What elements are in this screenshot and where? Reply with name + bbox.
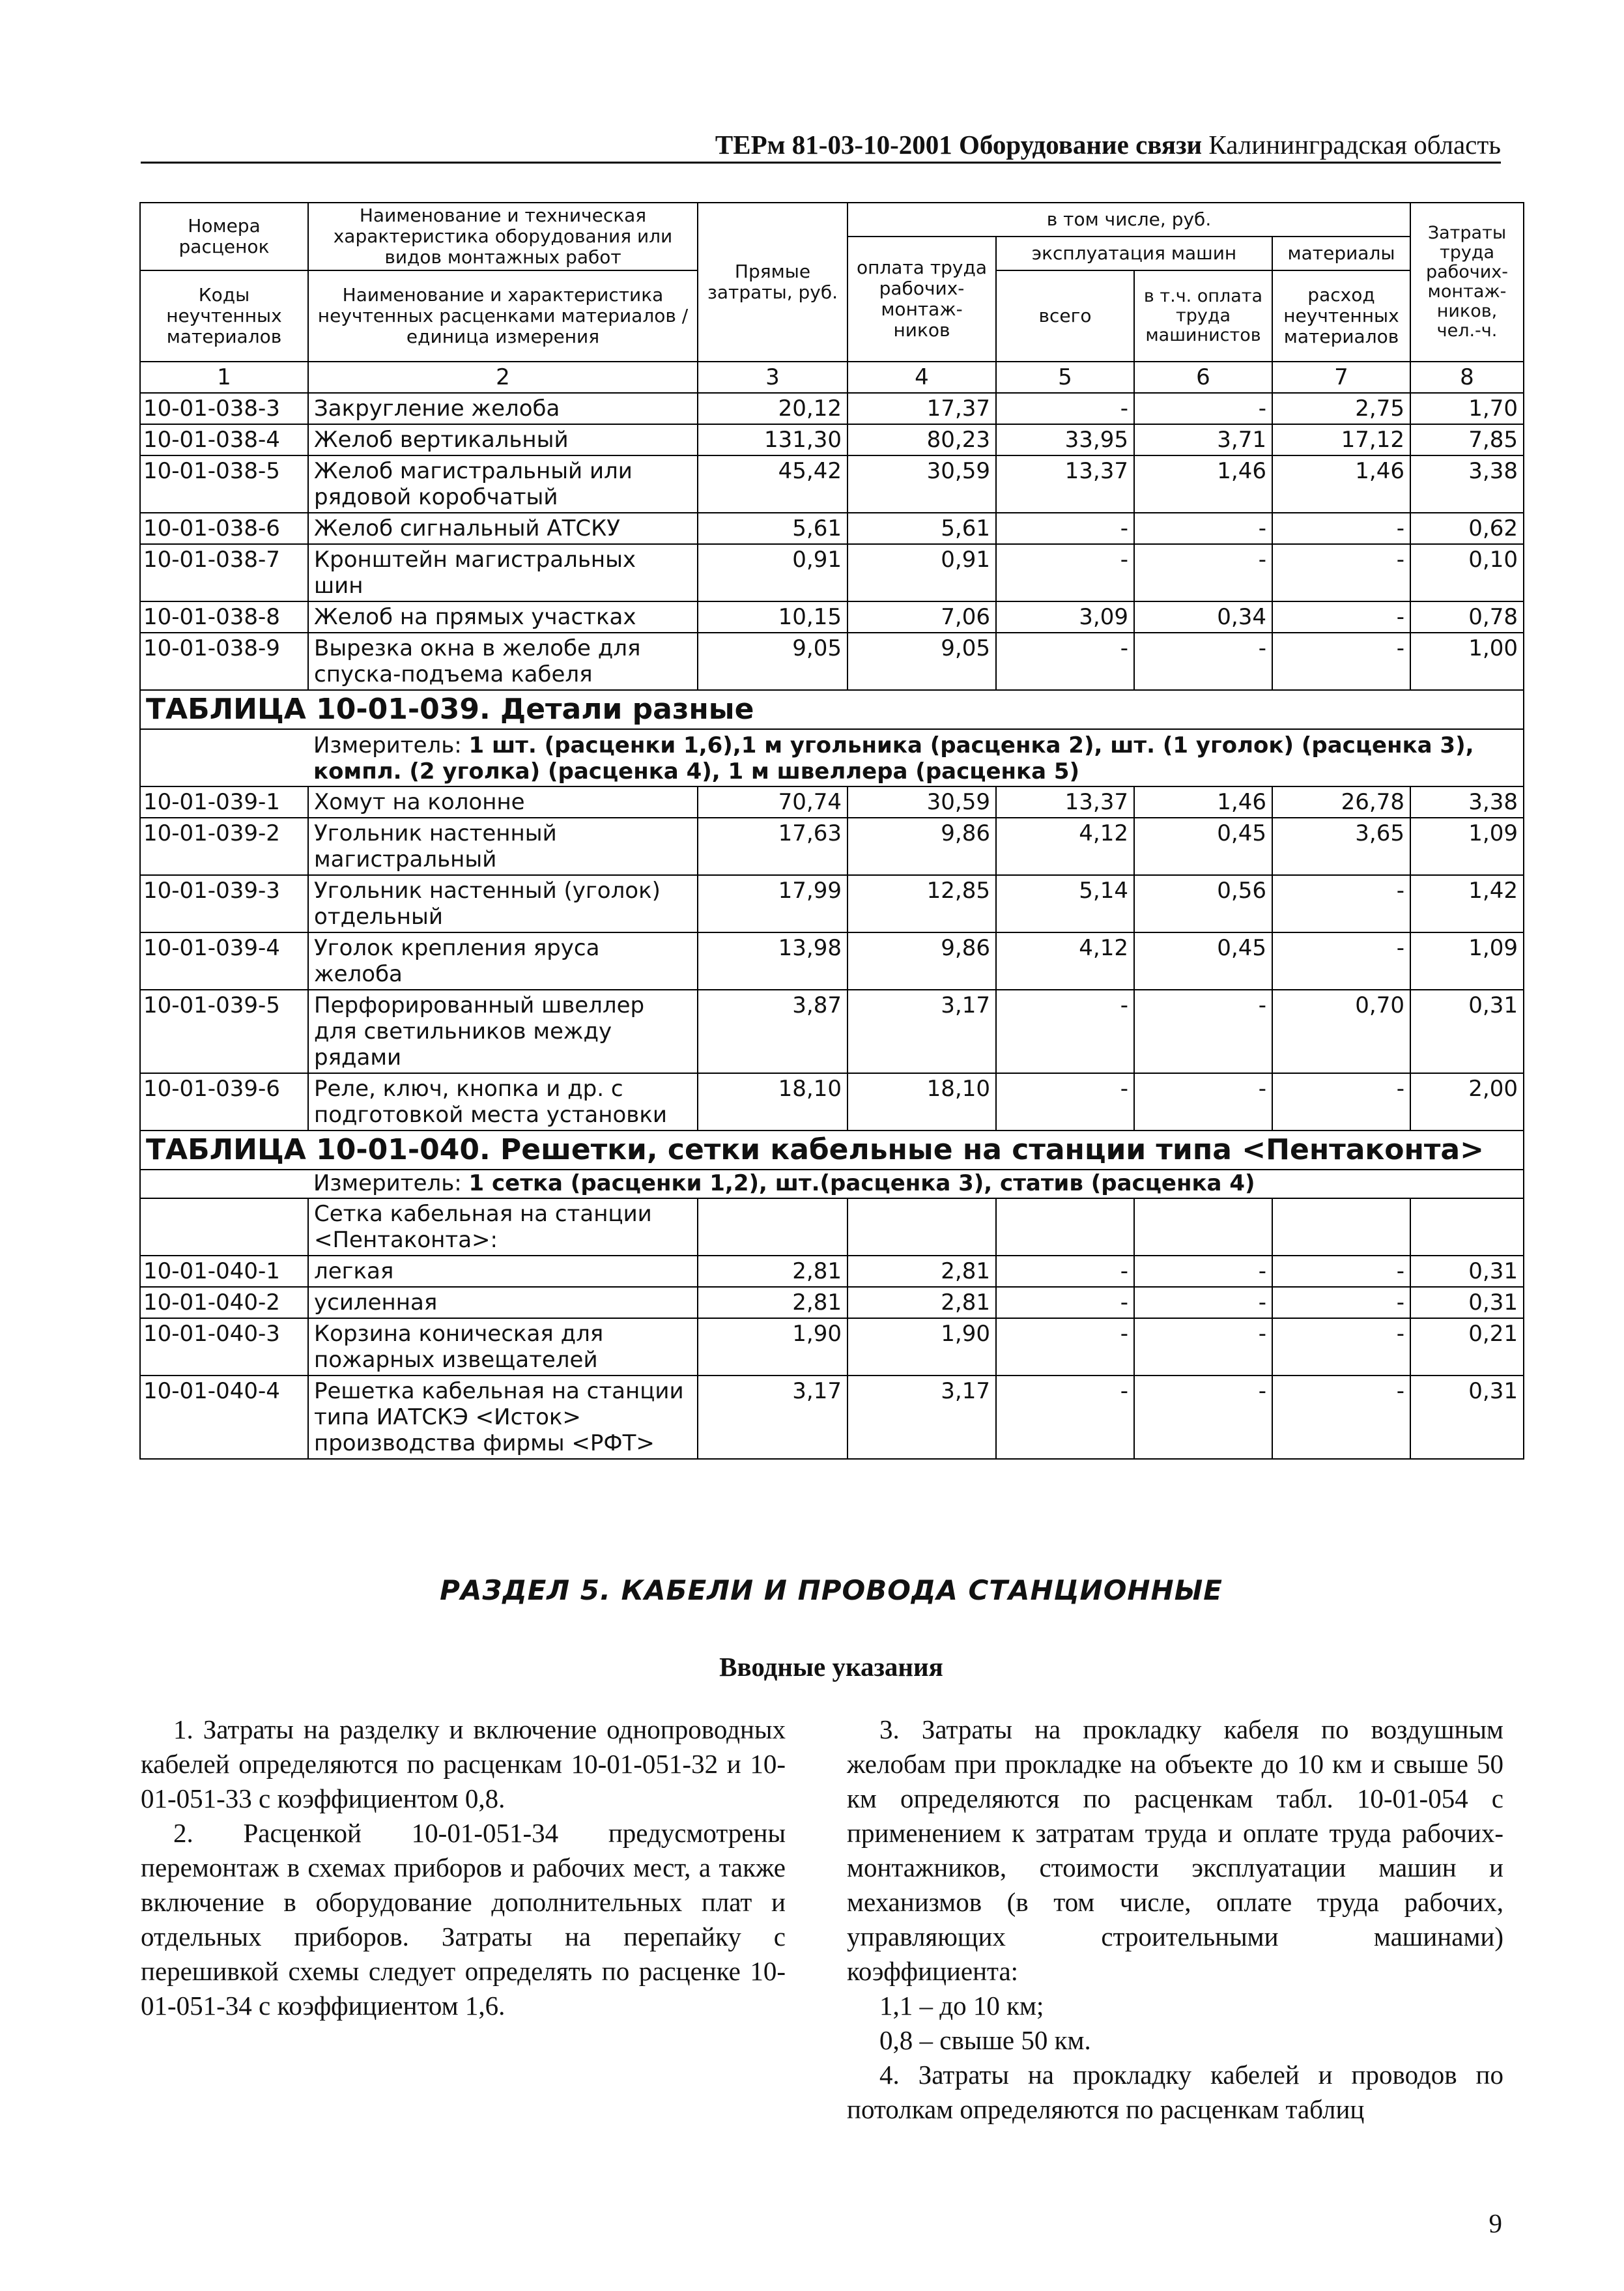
- col-number: 4: [848, 362, 996, 393]
- rate-name: Угольник настенный (уголок) отдельный: [308, 875, 698, 932]
- col-number: 2: [308, 362, 698, 393]
- labor-hours: 0,31: [1410, 1287, 1524, 1318]
- direct-costs: 18,10: [698, 1073, 848, 1131]
- rate-code: 10-01-039-1: [140, 786, 308, 818]
- table-038-body: [140, 393, 1524, 690]
- machines-total: 13,37: [996, 786, 1134, 818]
- materials-cost: -: [1272, 1256, 1410, 1287]
- direct-costs: 131,30: [698, 424, 848, 455]
- table-040-measure: [147, 1170, 1517, 1196]
- machines-total: -: [996, 1287, 1134, 1318]
- table-040-heading: [140, 1131, 1524, 1256]
- machines-total: -: [996, 1073, 1134, 1131]
- empty-cell: [1134, 1198, 1272, 1256]
- page-number: 9: [1489, 2208, 1502, 2238]
- machinist-pay: -: [1134, 1073, 1272, 1131]
- rate-name: Решетка кабельная на станции типа ИАТСКЭ <Исток> производства фирмы <РФТ>: [308, 1376, 698, 1459]
- materials-cost: -: [1272, 1376, 1410, 1459]
- labor-hours: 0,78: [1410, 601, 1524, 633]
- table-row: [140, 424, 1524, 455]
- rate-code: 10-01-038-4: [140, 424, 308, 455]
- rate-code: 10-01-040-3: [140, 1318, 308, 1376]
- rate-name: Уголок крепления яруса желоба: [308, 932, 698, 990]
- intro-title: Вводные указания: [719, 1652, 943, 1682]
- table-039-heading: [140, 690, 1524, 786]
- labor-pay: 30,59: [848, 455, 996, 513]
- materials-cost: -: [1272, 544, 1410, 601]
- machines-total: 5,14: [996, 875, 1134, 932]
- header-material-codes: Коды неучтенных материалов: [140, 270, 308, 362]
- machinist-pay: -: [1134, 633, 1272, 690]
- table-row: [140, 1318, 1524, 1376]
- machinist-pay: 1,46: [1134, 455, 1272, 513]
- text-column-left: [141, 1712, 786, 2023]
- table-039-measure: [147, 732, 1517, 785]
- rate-code: 10-01-040-2: [140, 1287, 308, 1318]
- paragraph-2: 2. Расценкой 10-01-051-34 предусмотрены перемонтаж в схемах приборов и рабочих мест, а также включение в оборудование дополнительных плат и отдельных приборов. Затраты на перепайку с перешивкой схемы следует определять по расценке 10-01-051-34 с коэффициентом 1,6.: [141, 1818, 786, 2021]
- col-number: 3: [698, 362, 848, 393]
- machinist-pay: 0,56: [1134, 875, 1272, 932]
- table-row: [140, 1376, 1524, 1459]
- rates-table: [139, 202, 1524, 1460]
- table-row: [140, 1073, 1524, 1131]
- machinist-pay: 0,45: [1134, 818, 1272, 875]
- rate-code: 10-01-038-8: [140, 601, 308, 633]
- materials-cost: 1,46: [1272, 455, 1410, 513]
- table-row: [140, 633, 1524, 690]
- machines-total: 33,95: [996, 424, 1134, 455]
- text-column-right: [847, 1712, 1503, 2127]
- table-row: [140, 1256, 1524, 1287]
- col-number: 8: [1410, 362, 1524, 393]
- paragraph-3: 3. Затраты на прокладку кабеля по воздушным желобам при прокладке на объекте до 10 км и свыше 50 км определяются по расценкам табл. 10-01-054 с применением к затратам труда и оплате труда рабочих-монтажников, стоимости эксплуатации машин и механизмов (в том числе, оплате труда рабочих, управляющих строительными машинами) коэффициента:: [847, 1714, 1503, 1986]
- direct-costs: 13,98: [698, 932, 848, 990]
- materials-cost: 17,12: [1272, 424, 1410, 455]
- rate-name: Желоб вертикальный: [308, 424, 698, 455]
- table-039-body: [140, 786, 1524, 1131]
- rate-code: 10-01-039-3: [140, 875, 308, 932]
- col-number: 1: [140, 362, 308, 393]
- labor-hours: 3,38: [1410, 786, 1524, 818]
- header-including: в том числе, руб.: [848, 203, 1410, 237]
- measure-label: Измеритель:: [313, 732, 462, 758]
- materials-cost: 0,70: [1272, 990, 1410, 1073]
- empty-cell: [698, 1198, 848, 1256]
- direct-costs: 2,81: [698, 1287, 848, 1318]
- paragraph-3b: 0,8 – свыше 50 км.: [879, 2025, 1091, 2055]
- table-039-title: ТАБЛИЦА 10-01-039. Детали разные: [140, 690, 1524, 729]
- machinist-pay: -: [1134, 990, 1272, 1073]
- rate-name: усиленная: [308, 1287, 698, 1318]
- doc-code: ТЕРм 81-03-10-2001: [715, 130, 952, 160]
- running-header: [141, 129, 1501, 164]
- labor-hours: 0,62: [1410, 513, 1524, 544]
- paragraph-1: 1. Затраты на разделку и включение однопроводных кабелей определяются по расценкам 10-01-051-32 и 10-01-051-33 с коэффициентом 0,8.: [141, 1714, 786, 1813]
- header-materials-usage: расход неучтенных материалов: [1272, 270, 1410, 362]
- machines-total: -: [996, 990, 1134, 1073]
- direct-costs: 10,15: [698, 601, 848, 633]
- labor-hours: 7,85: [1410, 424, 1524, 455]
- rate-name: Угольник настенный магистральный: [308, 818, 698, 875]
- rate-code: 10-01-038-6: [140, 513, 308, 544]
- rate-code: 10-01-040-1: [140, 1256, 308, 1287]
- machines-total: 4,12: [996, 818, 1134, 875]
- header-machines: эксплуатация машин: [996, 237, 1272, 270]
- labor-hours: 0,31: [1410, 1376, 1524, 1459]
- empty-cell: [848, 1198, 996, 1256]
- materials-cost: -: [1272, 513, 1410, 544]
- rate-name: Вырезка окна в желобе для спуска-подъема кабеля: [308, 633, 698, 690]
- direct-costs: 1,90: [698, 1318, 848, 1376]
- rate-code: 10-01-039-5: [140, 990, 308, 1073]
- direct-costs: 2,81: [698, 1256, 848, 1287]
- labor-hours: 1,42: [1410, 875, 1524, 932]
- col-number: 6: [1134, 362, 1272, 393]
- table-row: [140, 875, 1524, 932]
- machines-total: 3,09: [996, 601, 1134, 633]
- rate-code: 10-01-038-5: [140, 455, 308, 513]
- labor-hours: 0,21: [1410, 1318, 1524, 1376]
- col-number: 5: [996, 362, 1134, 393]
- machinist-pay: -: [1134, 544, 1272, 601]
- table-row: [140, 513, 1524, 544]
- materials-cost: -: [1272, 932, 1410, 990]
- table-row: [140, 544, 1524, 601]
- region: Калининградская область: [1208, 130, 1501, 160]
- rate-name: Закругление желоба: [308, 393, 698, 424]
- rate-code: 10-01-040-4: [140, 1376, 308, 1459]
- rate-code: 10-01-038-7: [140, 544, 308, 601]
- header-labor-costs: Затраты труда рабочих-монтаж-ников, чел.-ч.: [1410, 203, 1524, 362]
- labor-hours: 3,38: [1410, 455, 1524, 513]
- labor-pay: 5,61: [848, 513, 996, 544]
- measure-text: 1 сетка (расценки 1,2), шт.(расценка 3), статив (расценка 4): [468, 1170, 1255, 1196]
- labor-pay: 3,17: [848, 990, 996, 1073]
- direct-costs: 70,74: [698, 786, 848, 818]
- materials-cost: -: [1272, 633, 1410, 690]
- table-row: [140, 601, 1524, 633]
- labor-pay: 1,90: [848, 1318, 996, 1376]
- labor-pay: 7,06: [848, 601, 996, 633]
- doc-title: Оборудование связи: [959, 130, 1203, 160]
- labor-pay: 3,17: [848, 1376, 996, 1459]
- materials-cost: -: [1272, 1318, 1410, 1376]
- machines-total: -: [996, 1376, 1134, 1459]
- machinist-pay: -: [1134, 393, 1272, 424]
- labor-hours: 0,31: [1410, 990, 1524, 1073]
- machines-total: 13,37: [996, 455, 1134, 513]
- machines-total: -: [996, 633, 1134, 690]
- table-row: [140, 393, 1524, 424]
- machinist-pay: -: [1134, 1318, 1272, 1376]
- direct-costs: 45,42: [698, 455, 848, 513]
- table-040-title: ТАБЛИЦА 10-01-040. Решетки, сетки кабельные на станции типа <Пентаконта>: [140, 1131, 1524, 1170]
- paragraph-3a: 1,1 – до 10 км;: [879, 1991, 1044, 2021]
- rate-code: 10-01-038-9: [140, 633, 308, 690]
- labor-hours: 0,10: [1410, 544, 1524, 601]
- labor-hours: 1,00: [1410, 633, 1524, 690]
- direct-costs: 3,87: [698, 990, 848, 1073]
- header-labor-pay: оплата труда рабочих-монтаж-ников: [848, 237, 996, 362]
- rate-name: Желоб сигнальный АТСКУ: [308, 513, 698, 544]
- rate-name: Желоб магистральный или рядовой коробчатый: [308, 455, 698, 513]
- direct-costs: 5,61: [698, 513, 848, 544]
- rate-name: Перфорированный швеллер для светильников между рядами: [308, 990, 698, 1073]
- machines-total: -: [996, 544, 1134, 601]
- table-row: [140, 818, 1524, 875]
- machines-total: -: [996, 1256, 1134, 1287]
- machines-total: -: [996, 513, 1134, 544]
- labor-hours: 0,31: [1410, 1256, 1524, 1287]
- header-work-name: Наименование и техническая характеристика оборудования или видов монтажных работ: [308, 203, 698, 270]
- labor-pay: 9,86: [848, 932, 996, 990]
- direct-costs: 9,05: [698, 633, 848, 690]
- labor-pay: 0,91: [848, 544, 996, 601]
- labor-hours: 1,70: [1410, 393, 1524, 424]
- rate-name: Кронштейн магистральных шин: [308, 544, 698, 601]
- table-row: [140, 786, 1524, 818]
- machinist-pay: 0,45: [1134, 932, 1272, 990]
- labor-pay: 30,59: [848, 786, 996, 818]
- measure-text: 1 шт. (расценки 1,6),1 м угольника (расценка 2), шт. (1 уголок) (расценка 3), компл. (2 уголка) (расценка 4), 1 м швеллера (расценка 5): [313, 732, 1474, 785]
- labor-hours: 2,00: [1410, 1073, 1524, 1131]
- labor-pay: 80,23: [848, 424, 996, 455]
- direct-costs: 17,99: [698, 875, 848, 932]
- machinist-pay: 0,34: [1134, 601, 1272, 633]
- empty-cell: [1410, 1198, 1524, 1256]
- section-title: РАЗДЕЛ 5. КАБЕЛИ И ПРОВОДА СТАНЦИОННЫЕ: [440, 1574, 1223, 1606]
- header-direct-costs: Прямые затраты, руб.: [698, 203, 848, 362]
- empty-cell: [140, 1198, 308, 1256]
- header-rate-numbers: Номера расценок: [140, 203, 308, 270]
- rate-name: Реле, ключ, кнопка и др. с подготовкой места установки: [308, 1073, 698, 1131]
- machines-total: -: [996, 393, 1134, 424]
- rate-code: 10-01-039-4: [140, 932, 308, 990]
- header-material-names: Наименование и характеристика неучтенных расценками материалов / единица измерения: [308, 270, 698, 362]
- rate-name: Хомут на колонне: [308, 786, 698, 818]
- machinist-pay: 3,71: [1134, 424, 1272, 455]
- rate-name: Желоб на прямых участках: [308, 601, 698, 633]
- group-name: Сетка кабельная на станции <Пентаконта>:: [308, 1198, 698, 1256]
- machinist-pay: -: [1134, 1287, 1272, 1318]
- direct-costs: 0,91: [698, 544, 848, 601]
- rate-name: Корзина коническая для пожарных извещателей: [308, 1318, 698, 1376]
- labor-hours: 1,09: [1410, 818, 1524, 875]
- direct-costs: 20,12: [698, 393, 848, 424]
- materials-cost: -: [1272, 1287, 1410, 1318]
- materials-cost: -: [1272, 601, 1410, 633]
- labor-hours: 1,09: [1410, 932, 1524, 990]
- measure-label: Измеритель:: [313, 1170, 462, 1196]
- rate-name: легкая: [308, 1256, 698, 1287]
- labor-pay: 18,10: [848, 1073, 996, 1131]
- table-row: [140, 932, 1524, 990]
- table-row: [140, 990, 1524, 1073]
- rate-code: 10-01-039-2: [140, 818, 308, 875]
- materials-cost: -: [1272, 1073, 1410, 1131]
- machines-total: 4,12: [996, 932, 1134, 990]
- materials-cost: 2,75: [1272, 393, 1410, 424]
- materials-cost: 3,65: [1272, 818, 1410, 875]
- labor-pay: 9,05: [848, 633, 996, 690]
- empty-cell: [1272, 1198, 1410, 1256]
- labor-pay: 17,37: [848, 393, 996, 424]
- machinist-pay: 1,46: [1134, 786, 1272, 818]
- direct-costs: 3,17: [698, 1376, 848, 1459]
- materials-cost: 26,78: [1272, 786, 1410, 818]
- rate-code: 10-01-039-6: [140, 1073, 308, 1131]
- machinist-pay: -: [1134, 513, 1272, 544]
- header-materials: материалы: [1272, 237, 1410, 270]
- labor-pay: 2,81: [848, 1256, 996, 1287]
- table-row: [140, 455, 1524, 513]
- table-040-body: [140, 1256, 1524, 1459]
- materials-cost: -: [1272, 875, 1410, 932]
- labor-pay: 2,81: [848, 1287, 996, 1318]
- machinist-pay: -: [1134, 1256, 1272, 1287]
- header-machines-total: всего: [996, 270, 1134, 362]
- direct-costs: 17,63: [698, 818, 848, 875]
- rate-code: 10-01-038-3: [140, 393, 308, 424]
- paragraph-4: 4. Затраты на прокладку кабелей и проводов по потолкам определяются по расценкам таблиц: [847, 2060, 1503, 2124]
- col-number: 7: [1272, 362, 1410, 393]
- machines-total: -: [996, 1318, 1134, 1376]
- labor-pay: 9,86: [848, 818, 996, 875]
- header-machinist-pay: в т.ч. оплата труда машинистов: [1134, 270, 1272, 362]
- table-row: [140, 1287, 1524, 1318]
- empty-cell: [996, 1198, 1134, 1256]
- machinist-pay: -: [1134, 1376, 1272, 1459]
- labor-pay: 12,85: [848, 875, 996, 932]
